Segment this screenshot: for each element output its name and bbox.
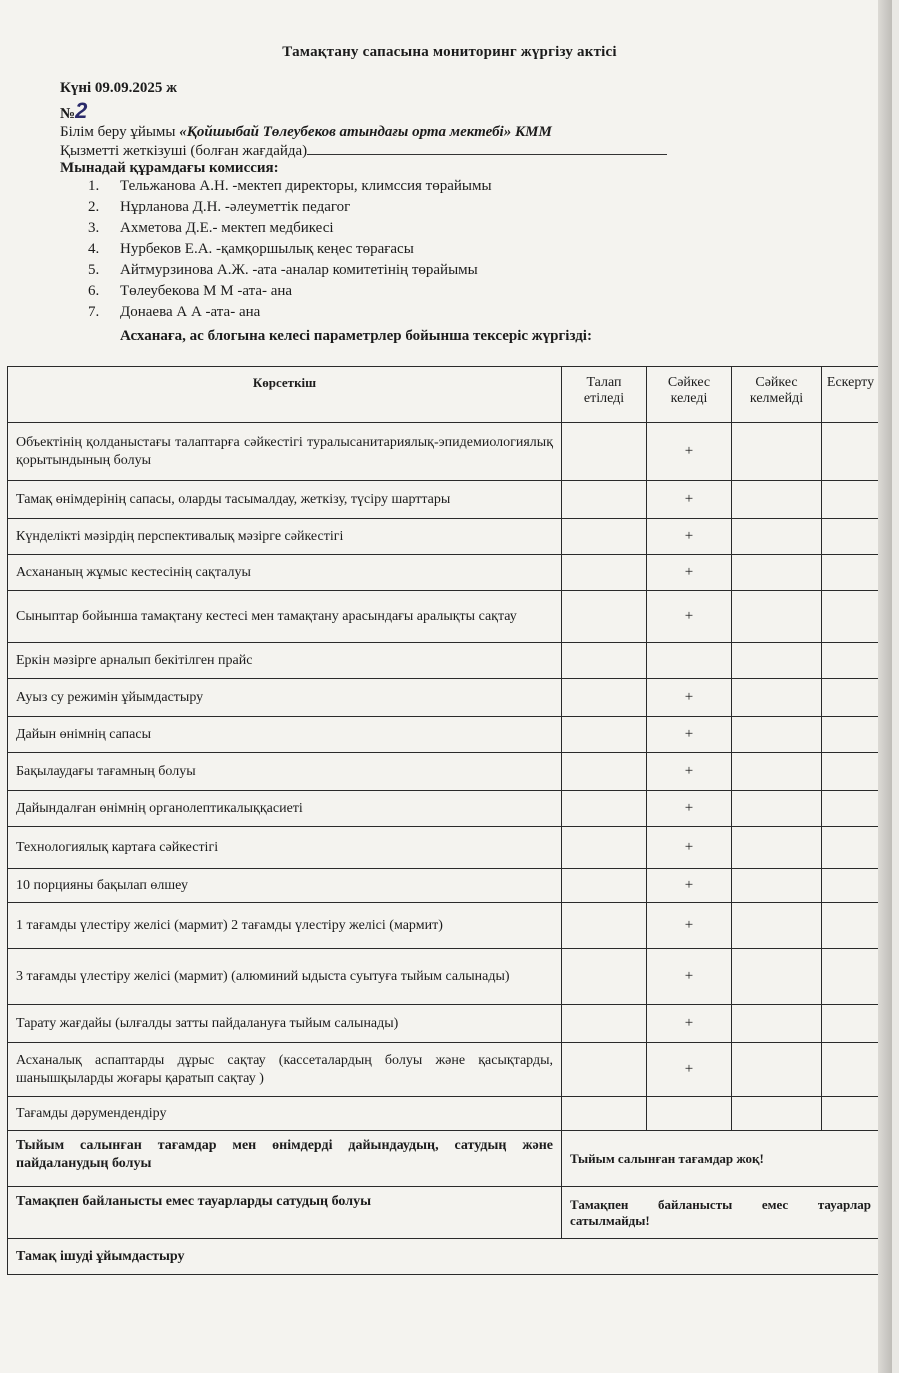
compliant-cell: +	[647, 791, 732, 827]
header-compliant: Сәйкес келеді	[647, 367, 732, 423]
noncompliant-cell	[732, 423, 822, 481]
member-number: 4.	[88, 241, 100, 257]
compliant-cell: +	[647, 1043, 732, 1097]
noncompliant-cell	[732, 1005, 822, 1043]
required-cell	[562, 717, 647, 753]
table-row	[8, 869, 880, 903]
compliant-cell: +	[647, 423, 732, 481]
supplier-label: Қызметті жеткізуші (болған жағдайда)	[60, 143, 308, 159]
compliant-cell: +	[647, 1005, 732, 1043]
required-cell	[562, 481, 647, 519]
indicator-cell: Күнделікті мәзірдің перспективалық мәзірге сәйкестігі	[8, 519, 562, 555]
date-line: Күні 09.09.2025 ж	[60, 80, 178, 96]
noncompliant-cell	[732, 791, 822, 827]
compliant-cell: +	[647, 519, 732, 555]
note-cell	[822, 827, 880, 869]
compliant-cell	[647, 1097, 732, 1131]
header-note: Ескерту	[822, 367, 880, 423]
note-cell	[822, 1043, 880, 1097]
compliant-cell: +	[647, 869, 732, 903]
member-text: Айтмурзинова А.Ж. -ата -аналар комитетінің төрайымы	[120, 262, 478, 278]
noncompliant-cell	[732, 679, 822, 717]
note-cell	[822, 591, 880, 643]
note-cell	[822, 791, 880, 827]
inspection-table	[7, 366, 880, 1275]
note-cell	[822, 717, 880, 753]
act-number	[60, 98, 87, 124]
noncompliant-cell	[732, 519, 822, 555]
table-header-row	[8, 367, 880, 423]
commission-members	[88, 178, 492, 325]
supplier-blank	[307, 142, 667, 155]
required-cell	[562, 827, 647, 869]
member-number: 6.	[88, 283, 100, 299]
required-cell	[562, 555, 647, 591]
member-text: Донаева А А -ата- ана	[120, 304, 261, 320]
required-cell	[562, 903, 647, 949]
commission-member	[88, 283, 492, 304]
table-row	[8, 591, 880, 643]
required-cell	[562, 1005, 647, 1043]
compliant-cell: +	[647, 717, 732, 753]
table-row	[8, 519, 880, 555]
compliant-cell	[647, 643, 732, 679]
required-cell	[562, 679, 647, 717]
required-cell	[562, 591, 647, 643]
required-cell	[562, 1043, 647, 1097]
compliant-cell: +	[647, 679, 732, 717]
required-cell	[562, 791, 647, 827]
table-row	[8, 791, 880, 827]
section-cell: Тамақ ішуді ұйымдастыру	[8, 1239, 880, 1275]
header-noncompliant: Сәйкес келмейді	[732, 367, 822, 423]
required-cell	[562, 753, 647, 791]
noncompliant-cell	[732, 753, 822, 791]
page-edge-shadow	[878, 0, 892, 1373]
indicator-cell: Тамақпен байланысты емес тауарларды сатудың болуы	[8, 1187, 562, 1239]
noncompliant-cell	[732, 481, 822, 519]
note-cell	[822, 679, 880, 717]
special-note-cell: Тыйым салынған тағамдар жоқ!	[562, 1131, 880, 1187]
table-row	[8, 827, 880, 869]
compliant-cell: +	[647, 481, 732, 519]
member-number: 7.	[88, 304, 100, 320]
table-row	[8, 949, 880, 1005]
required-cell	[562, 423, 647, 481]
required-cell	[562, 1097, 647, 1131]
indicator-cell: Тарату жағдайы (ылғалды затты пайдалануға тыйым салынады)	[8, 1005, 562, 1043]
table-row	[8, 555, 880, 591]
indicator-cell: Технологиялық картаға сәйкестігі	[8, 827, 562, 869]
member-number: 2.	[88, 199, 100, 215]
note-cell	[822, 481, 880, 519]
indicator-cell: Тыйым салынған тағамдар мен өнімдерді дайындаудың, сатудың және пайдаланудың болуы	[8, 1131, 562, 1187]
inspection-line: Асханаға, ас блогына келесі параметрлер бойынша тексеріс жүргізді:	[120, 328, 592, 344]
document-title: Тамақтану сапасына мониторинг жүргізу актісі	[282, 44, 617, 60]
note-cell	[822, 423, 880, 481]
table-row	[8, 1097, 880, 1131]
compliant-cell: +	[647, 555, 732, 591]
member-text: Нұрланова Д.Н. -әлеуметтік педагог	[120, 199, 351, 215]
table-row	[8, 679, 880, 717]
table-row	[8, 753, 880, 791]
table-row	[8, 643, 880, 679]
commission-heading: Мынадай құрамдағы комиссия:	[60, 160, 279, 176]
indicator-cell: Объектінің қолданыстағы талаптарға сәйкестігі туралысанитариялық-эпидемиологиялық қорытындының болуы	[8, 423, 562, 481]
compliant-cell: +	[647, 753, 732, 791]
header-required: Талап етіледі	[562, 367, 647, 423]
required-cell	[562, 519, 647, 555]
table-row	[8, 903, 880, 949]
member-number: 3.	[88, 220, 100, 236]
note-cell	[822, 869, 880, 903]
table-row-special	[8, 1131, 880, 1187]
commission-member	[88, 199, 492, 220]
compliant-cell: +	[647, 903, 732, 949]
indicator-cell: Тамақ өнімдерінің сапасы, оларды тасымалдау, жеткізу, түсіру шарттары	[8, 481, 562, 519]
noncompliant-cell	[732, 555, 822, 591]
compliant-cell: +	[647, 591, 732, 643]
required-cell	[562, 643, 647, 679]
indicator-cell: Бақылаудағы тағамның болуы	[8, 753, 562, 791]
organization-name: «Қойшыбай Төлеубеков атындағы орта мектебі» КММ	[179, 124, 552, 140]
commission-member	[88, 262, 492, 283]
note-cell	[822, 949, 880, 1005]
table-row	[8, 481, 880, 519]
table-row	[8, 1005, 880, 1043]
required-cell	[562, 949, 647, 1005]
indicator-cell: Дайындалған өнімнің органолептикалыққасиеті	[8, 791, 562, 827]
noncompliant-cell	[732, 717, 822, 753]
note-cell	[822, 1005, 880, 1043]
noncompliant-cell	[732, 869, 822, 903]
required-cell	[562, 869, 647, 903]
table-row-special	[8, 1187, 880, 1239]
note-cell	[822, 643, 880, 679]
indicator-cell: Ауыз су режимін ұйымдастыру	[8, 679, 562, 717]
member-text: Нурбеков Е.А. -қамқоршылық кеңес төрағасы	[120, 241, 414, 257]
member-text: Тельжанова А.Н. -мектеп директоры, климссия төрайымы	[120, 178, 492, 194]
noncompliant-cell	[732, 903, 822, 949]
table-row	[8, 423, 880, 481]
number-prefix: №	[60, 106, 76, 122]
noncompliant-cell	[732, 643, 822, 679]
member-text: Ахметова Д.Е.- мектеп медбикесі	[120, 220, 334, 236]
note-cell	[822, 1097, 880, 1131]
compliant-cell: +	[647, 949, 732, 1005]
noncompliant-cell	[732, 827, 822, 869]
header-indicator: Көрсеткіш	[8, 367, 562, 423]
commission-member	[88, 178, 492, 199]
noncompliant-cell	[732, 949, 822, 1005]
indicator-cell: Асхананың жұмыс кестесінің сақталуы	[8, 555, 562, 591]
commission-member	[88, 220, 492, 241]
indicator-cell: 10 порцияны бақылап өлшеу	[8, 869, 562, 903]
special-note-cell: Тамақпен байланысты емес тауарлар сатылмайды!	[562, 1187, 880, 1239]
indicator-cell: 3 тағамды үлестіру желісі (мармит) (алюминий ыдыста суытуға тыйым салынады)	[8, 949, 562, 1005]
organization-line	[60, 124, 552, 141]
compliant-cell: +	[647, 827, 732, 869]
note-cell	[822, 519, 880, 555]
indicator-cell: Дайын өнімнің сапасы	[8, 717, 562, 753]
table-row	[8, 717, 880, 753]
commission-member	[88, 304, 492, 325]
noncompliant-cell	[732, 1097, 822, 1131]
indicator-cell: Тағамды дәрумендендіру	[8, 1097, 562, 1131]
note-cell	[822, 903, 880, 949]
indicator-cell: 1 тағамды үлестіру желісі (мармит) 2 тағамды үлестіру желісі (мармит)	[8, 903, 562, 949]
note-cell	[822, 753, 880, 791]
member-number: 5.	[88, 262, 100, 278]
organization-label: Білім беру ұйымы	[60, 124, 180, 140]
indicator-cell: Асханалық аспаптарды дұрыс сақтау (кассеталардың болуы және қасықтарды, шанышқыларды жоғары қаратып сақтау )	[8, 1043, 562, 1097]
note-cell	[822, 555, 880, 591]
indicator-cell: Сыныптар бойынша тамақтану кестесі мен тамақтану арасындағы аралықты сақтау	[8, 591, 562, 643]
handwritten-number: 2	[75, 98, 88, 123]
indicator-cell: Еркін мәзірге арналып бекітілген прайс	[8, 643, 562, 679]
supplier-line	[60, 142, 667, 160]
noncompliant-cell	[732, 1043, 822, 1097]
noncompliant-cell	[732, 591, 822, 643]
table-row-last	[8, 1239, 880, 1275]
member-number: 1.	[88, 178, 100, 194]
member-text: Төлеубекова М М -ата- ана	[120, 283, 293, 299]
table-row	[8, 1043, 880, 1097]
commission-member	[88, 241, 492, 262]
